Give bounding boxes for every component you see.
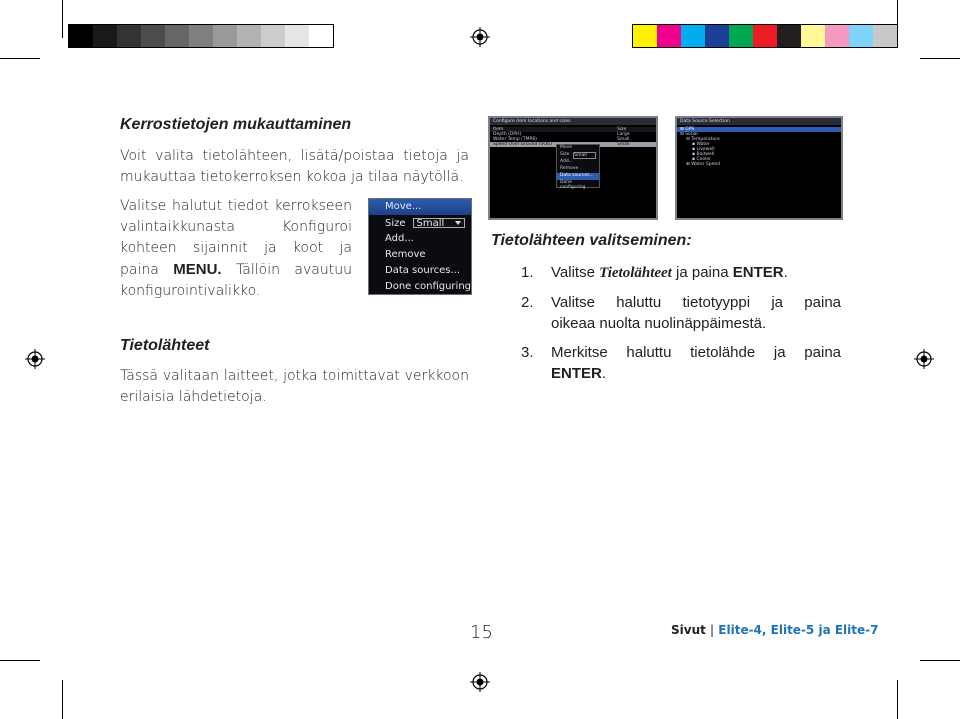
size-value: Small	[573, 152, 596, 159]
color-swatch	[261, 25, 285, 47]
size-value: Small	[416, 217, 445, 229]
text-line: konfigurointivalikko.	[120, 283, 261, 299]
step-3	[521, 342, 841, 384]
crop-mark	[62, 0, 63, 38]
menu-item-done[interactable]: Done configuring	[560, 180, 586, 190]
sources-paragraph	[120, 366, 469, 408]
menu-item-move[interactable]: Move	[560, 145, 573, 150]
color-bar	[632, 24, 898, 48]
color-swatch	[237, 25, 261, 47]
text-fragment: paina	[120, 262, 159, 278]
text-line: kohteen sijainnit ja koot ja	[120, 240, 352, 256]
color-swatch	[681, 25, 705, 47]
step-2	[521, 292, 841, 334]
registration-mark-icon	[25, 349, 45, 369]
size-cell: Small	[617, 142, 630, 147]
crop-mark	[920, 660, 960, 661]
enter-key: ENTER	[551, 365, 602, 382]
tree-item-label: Water Speed	[691, 162, 721, 167]
tree-item[interactable]: ⊟ Sonar	[680, 132, 699, 137]
step-number: 3.	[521, 344, 534, 361]
text-fragment: .	[783, 264, 788, 281]
tree-item-label: Sonar	[685, 132, 699, 137]
text-fragment: .	[601, 365, 607, 382]
column-header-size: Size	[617, 127, 627, 132]
color-swatch	[729, 25, 753, 47]
registration-mark-icon	[914, 349, 934, 369]
color-swatch	[753, 25, 777, 47]
size-label: Size	[385, 217, 406, 229]
screen-context-menu	[556, 144, 600, 188]
tree-item-label: Livewell	[696, 147, 715, 152]
color-swatch	[189, 25, 213, 47]
menu-item-add[interactable]: Add...	[385, 233, 414, 244]
registration-mark-icon	[470, 672, 490, 692]
menu-item-done[interactable]: Done configuring	[385, 281, 472, 292]
item-cell: Water Temp (TMP8)	[493, 137, 537, 142]
text-line: Valitse haluttu tietotyyppi ja paina	[551, 294, 841, 311]
registration-mark-icon	[470, 27, 490, 47]
screen-title: Data Source Selection	[677, 118, 841, 125]
text-line: valintaikkunasta Konfiguroi	[120, 219, 352, 235]
footer-models: Elite-4, Elite-5 ja Elite-7	[718, 623, 879, 637]
configure-screen	[488, 116, 658, 220]
text-fragment: Valitse	[551, 264, 595, 281]
intro-paragraph	[120, 146, 469, 188]
tree-item[interactable]: ⊞ Water Speed	[686, 162, 721, 167]
crop-mark	[0, 660, 40, 661]
item-cell: Depth (DPH)	[493, 132, 522, 137]
size-select[interactable]	[413, 218, 465, 228]
color-swatch	[93, 25, 117, 47]
text-line: erilaisia lähdetietoja.	[120, 389, 267, 405]
color-swatch	[213, 25, 237, 47]
crop-mark	[920, 58, 960, 59]
tree-item[interactable]: ▪ Cooler	[692, 157, 712, 162]
color-swatch	[657, 25, 681, 47]
text-fragment: ja paina	[676, 264, 729, 281]
text-line: Valitse halutut tiedot kerrokseen	[120, 198, 352, 214]
color-swatch	[117, 25, 141, 47]
size-cell: Small	[617, 137, 630, 142]
text-line	[120, 259, 352, 281]
footer-label	[671, 623, 878, 637]
tree-item-label: Water	[696, 142, 710, 147]
menu-item-remove[interactable]: Remove	[385, 249, 426, 260]
tree-item-label: Temperature	[691, 137, 720, 142]
color-swatch	[801, 25, 825, 47]
footer-separator: |	[710, 623, 715, 637]
size-label: Size	[560, 152, 570, 157]
color-swatch	[873, 25, 897, 47]
tree-item[interactable]: ▪ Baitwell	[692, 152, 715, 157]
text-line	[551, 363, 841, 384]
text-line: mukauttaa tietokerroksen kokoa ja tilaa näytöllä.	[120, 169, 464, 185]
tree-item[interactable]: ▪ Livewell	[692, 147, 715, 152]
text-line: Tässä valitaan laitteet, jotka toimittavat verkkoon	[120, 368, 469, 384]
section-heading: Kerrostietojen mukauttaminen	[120, 116, 352, 133]
text-line: oikeaa nuolta nuolinäppäimestä.	[551, 315, 767, 332]
color-swatch	[825, 25, 849, 47]
tree-item[interactable]: ⊟ Temperature	[686, 137, 720, 142]
page-number: 15	[470, 622, 493, 643]
color-swatch	[165, 25, 189, 47]
tree-item-label: Baitwell	[696, 152, 715, 157]
step-number: 2.	[521, 294, 534, 311]
item-cell: Speed Over Ground (SOG)	[493, 142, 553, 147]
tree-item[interactable]: ⊞ GPS	[677, 127, 841, 132]
right-heading: Tietolähteen valitseminen:	[491, 232, 692, 249]
tree-item-label: Cooler	[696, 157, 712, 162]
context-menu	[368, 198, 472, 295]
text-fragment: Tällöin avautuu	[236, 262, 352, 278]
grayscale-bar	[68, 24, 334, 48]
color-swatch	[309, 25, 333, 47]
emphasis-term: Tietolähteet	[599, 265, 672, 281]
menu-item-size[interactable]	[369, 215, 471, 231]
menu-item-size[interactable]	[557, 152, 599, 159]
color-swatch	[141, 25, 165, 47]
select-paragraph	[120, 196, 352, 302]
tree-item-label: GPS	[685, 127, 695, 132]
menu-item-move[interactable]: Move...	[369, 199, 471, 215]
color-swatch	[849, 25, 873, 47]
menu-item-add[interactable]: Add...	[560, 159, 574, 164]
color-swatch	[69, 25, 93, 47]
color-swatch	[633, 25, 657, 47]
enter-key: ENTER	[732, 264, 784, 281]
footer-section: Sivut	[671, 623, 706, 637]
crop-mark	[897, 680, 898, 719]
chevron-down-icon	[455, 221, 461, 225]
crop-mark	[0, 58, 40, 59]
screen-title: Configure item locations and sizes	[490, 118, 656, 125]
column-header-item: Item	[493, 127, 504, 132]
color-swatch	[777, 25, 801, 47]
text-line: Merkitse haluttu tietolähde ja paina	[551, 344, 841, 361]
menu-key: MENU.	[173, 261, 222, 278]
menu-item-data-sources[interactable]: Data sources...	[385, 265, 461, 276]
color-swatch	[705, 25, 729, 47]
sources-heading: Tietolähteet	[120, 337, 210, 354]
size-cell: Large	[617, 132, 630, 137]
step-1	[521, 262, 841, 284]
tree-item[interactable]: ▪ Water	[692, 142, 710, 147]
color-swatch	[285, 25, 309, 47]
menu-item-remove[interactable]: Remove	[560, 166, 579, 171]
data-source-screen	[675, 116, 843, 220]
crop-mark	[62, 680, 63, 719]
step-number: 1.	[521, 264, 534, 281]
text-line: Voit valita tietolähteen, lisätä/poistaa tietoja ja	[120, 148, 469, 164]
menu-item-data-sources[interactable]: Data sources...	[557, 173, 599, 180]
